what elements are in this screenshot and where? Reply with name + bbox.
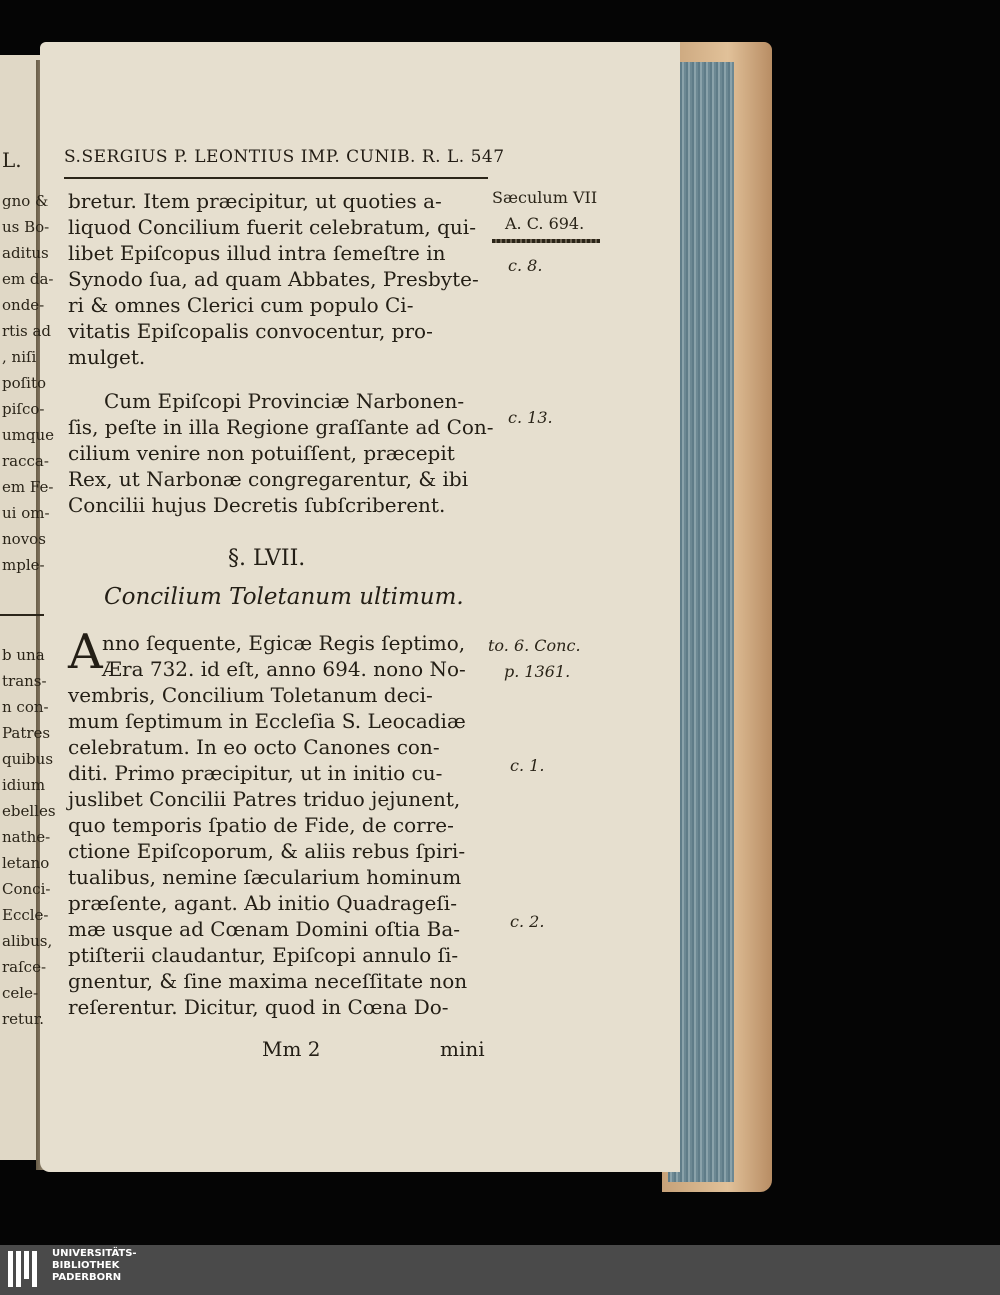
margin-ref-page: p. 1361. bbox=[504, 662, 571, 681]
text-line: vembris, Concilium Toletanum deci- bbox=[68, 683, 433, 707]
left-fragment: cele- bbox=[2, 984, 39, 1002]
left-fragment: quibus bbox=[2, 750, 54, 768]
text-line: Æra 732. id eſt, anno 694. nono No- bbox=[102, 657, 466, 681]
margin-c13: c. 13. bbox=[508, 408, 553, 427]
left-fragment: gno & bbox=[2, 192, 49, 210]
text-line: quo temporis ſpatio de Fide, de corre- bbox=[68, 813, 454, 837]
text-line: ptiſterii claudantur, Epiſcopi annulo ſi- bbox=[68, 943, 459, 967]
left-fragment: ebelles bbox=[2, 802, 56, 820]
text-line: libet Epiſcopus illud intra ſemeſtre in bbox=[68, 241, 446, 265]
text-line: reſerentur. Dicitur, quod in Cœna Do- bbox=[68, 995, 449, 1019]
margin-c2: c. 2. bbox=[510, 912, 545, 931]
text-line: Concilii hujus Decretis ſubſcriberent. bbox=[68, 493, 446, 517]
text-line: mæ usque ad Cœnam Domini oſtia Ba- bbox=[68, 917, 461, 941]
left-fragment: em Fe- bbox=[2, 478, 54, 496]
text-line: bretur. Item præcipitur, ut quoties a- bbox=[68, 189, 442, 213]
left-fragment: Eccle- bbox=[2, 906, 49, 924]
library-name-line: PADERBORN bbox=[52, 1272, 122, 1283]
left-fragment: racca- bbox=[2, 452, 49, 470]
text-line: mulget. bbox=[68, 345, 146, 369]
left-rule bbox=[0, 614, 44, 616]
left-fragment: letano bbox=[2, 854, 50, 872]
margin-ref-volume: to. 6. Conc. bbox=[488, 636, 581, 655]
left-fragment: n con- bbox=[2, 698, 49, 716]
margin-c1: c. 1. bbox=[510, 756, 545, 775]
header-rule bbox=[64, 177, 488, 179]
page-number: 547 bbox=[470, 147, 505, 167]
text-line: diti. Primo præcipitur, ut in initio cu- bbox=[68, 761, 443, 785]
library-name-line: UNIVERSITÄTS- bbox=[52, 1248, 137, 1259]
library-footer bbox=[0, 1245, 1000, 1295]
text-line: præſente, agant. Ab initio Quadrageſi- bbox=[68, 891, 457, 915]
section-number: §. LVII. bbox=[228, 546, 306, 571]
text-line: tualibus, nemine ſæcularium hominum bbox=[68, 865, 462, 889]
library-name bbox=[52, 1248, 137, 1284]
text-line: vitatis Epiſcopalis convocentur, pro- bbox=[68, 319, 433, 343]
text-line: cilium venire non potuiſſent, præcepit bbox=[68, 441, 455, 465]
left-fragment: Conci- bbox=[2, 880, 51, 898]
margin-saeculum: Sæculum VII bbox=[492, 188, 598, 207]
left-fragment: em da- bbox=[2, 270, 54, 288]
left-fragment: rtis ad bbox=[2, 322, 52, 340]
left-fragment: onde- bbox=[2, 296, 45, 314]
left-fragment: , niſi bbox=[2, 348, 37, 366]
running-head-text: S.SERGIUS P. LEONTIUS IMP. CUNIB. R. L. bbox=[64, 147, 465, 167]
left-fragment: L. bbox=[2, 148, 22, 172]
left-fragment: novos bbox=[2, 530, 46, 548]
text-line: liquod Concilium fuerit celebratum, qui- bbox=[68, 215, 476, 239]
text-line: ctione Epiſcoporum, & aliis rebus ſpiri- bbox=[68, 839, 466, 863]
text-line: ſis, peſte in illa Regione graſſante ad Con- bbox=[68, 415, 494, 439]
text-line: Rex, ut Narbonæ congregarentur, & ibi bbox=[68, 467, 469, 491]
drop-cap: A bbox=[68, 624, 103, 680]
left-fragment: retur. bbox=[2, 1010, 45, 1028]
text-line: celebratum. In eo octo Canones con- bbox=[68, 735, 440, 759]
signature-mark: Mm 2 bbox=[262, 1037, 321, 1061]
text-line: mum ſeptimum in Eccleſia S. Leocadiæ bbox=[68, 709, 466, 733]
text-line: gnentur, & ſine maxima neceſſitate non bbox=[68, 969, 468, 993]
margin-rule bbox=[492, 239, 600, 243]
left-fragment: Patres bbox=[2, 724, 51, 742]
catchword: mini bbox=[440, 1037, 485, 1061]
library-logo-icon bbox=[8, 1251, 44, 1287]
left-fragment: b una bbox=[2, 646, 45, 664]
text-line: ri & omnes Clerici cum populo Ci- bbox=[68, 293, 414, 317]
left-fragment: umque bbox=[2, 426, 55, 444]
left-fragment: nathe- bbox=[2, 828, 51, 846]
text-line: Cum Epiſcopi Provinciæ Narbonen- bbox=[104, 389, 465, 413]
left-fragment: us Bo- bbox=[2, 218, 50, 236]
left-fragment: ui om- bbox=[2, 504, 50, 522]
library-name-line: BIBLIOTHEK bbox=[52, 1260, 120, 1271]
text-line: Synodo ſua, ad quam Abbates, Presbyte- bbox=[68, 267, 479, 291]
left-fragment: idium bbox=[2, 776, 46, 794]
left-fragment: trans- bbox=[2, 672, 47, 690]
left-fragment: raſce- bbox=[2, 958, 47, 976]
text-line: nno ſequente, Egicæ Regis ſeptimo, bbox=[102, 631, 466, 655]
running-head bbox=[64, 147, 505, 167]
left-fragment: alibus, bbox=[2, 932, 53, 950]
section-title: Concilium Toletanum ultimum. bbox=[104, 584, 464, 610]
margin-c8: c. 8. bbox=[508, 256, 543, 275]
left-fragment: aditus bbox=[2, 244, 49, 262]
left-fragment: piſco- bbox=[2, 400, 45, 418]
left-fragment: mple- bbox=[2, 556, 45, 574]
text-line: juslibet Concilii Patres triduo jejunent, bbox=[68, 787, 461, 811]
left-fragment: poſito bbox=[2, 374, 47, 392]
margin-anno: A. C. 694. bbox=[505, 214, 585, 233]
